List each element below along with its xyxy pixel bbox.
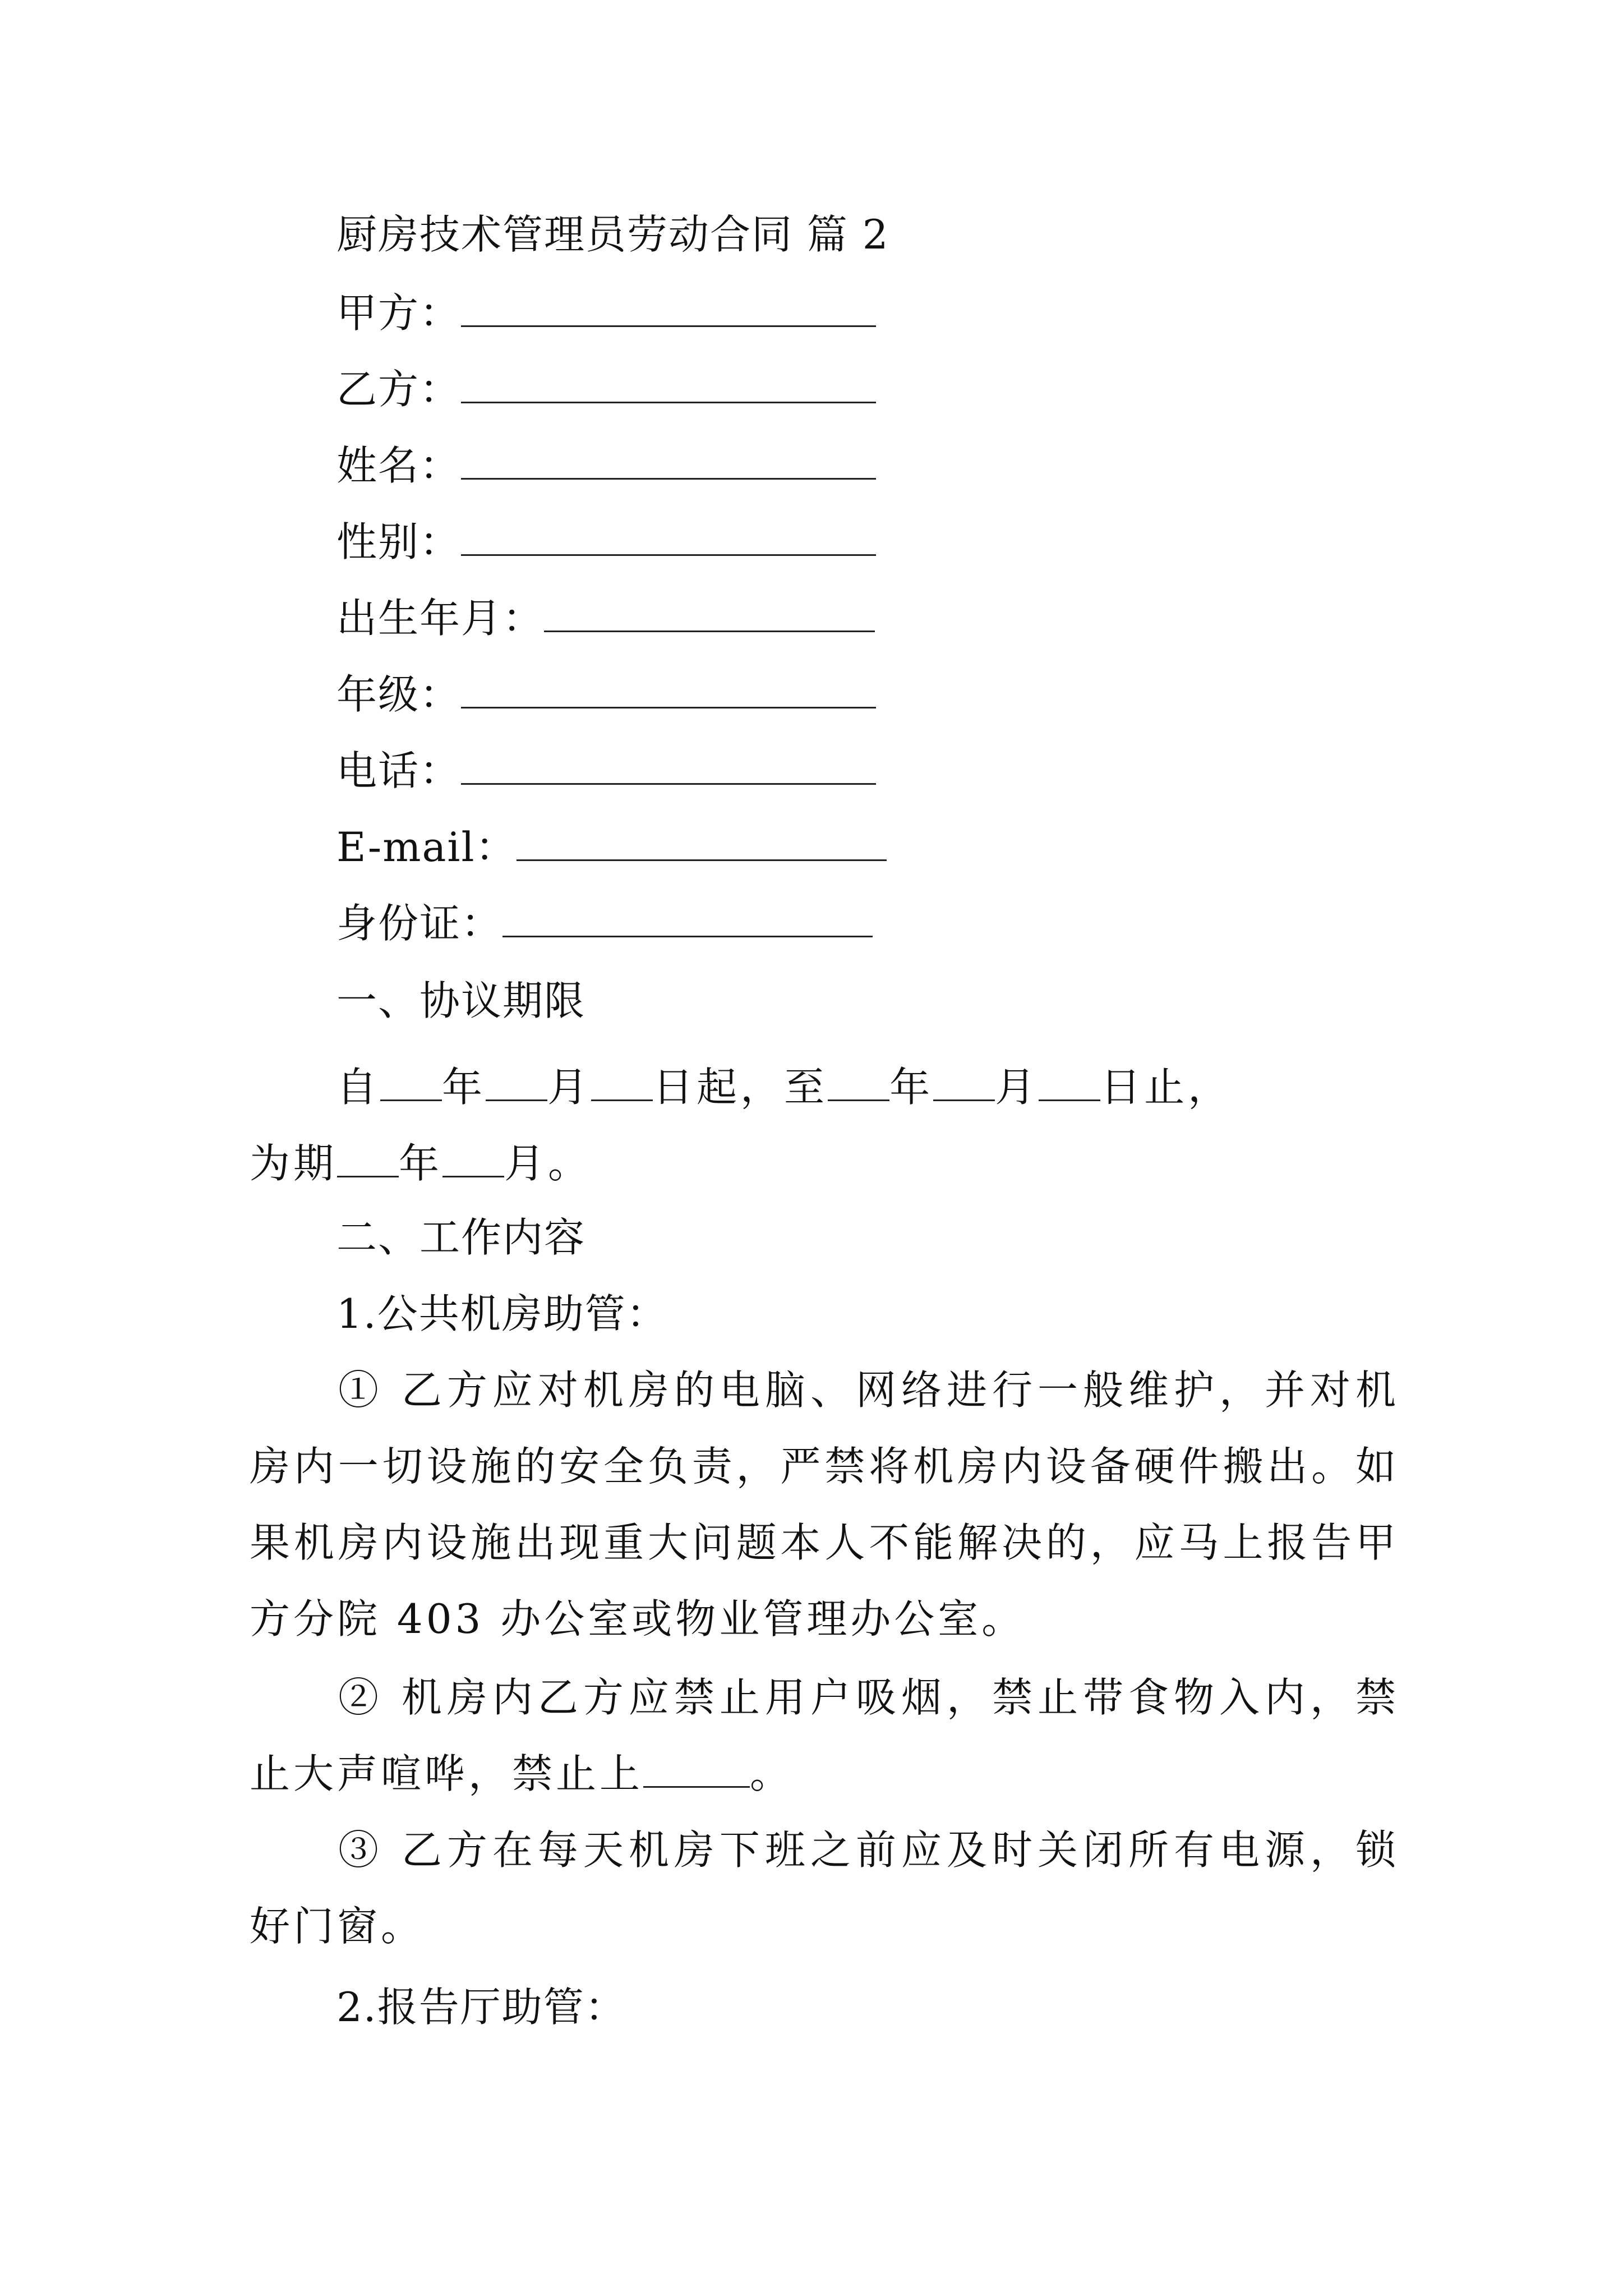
subsection2-heading: 2.报告厅助管： xyxy=(336,1984,626,2031)
field-label: E-mail： xyxy=(336,823,517,871)
item1-paragraph: ① 乙方应对机房的电脑、网络进行一般维护，并对机房内一切设施的安全负责，严禁将机房内设备硬件搬出。如果机房内设施出现重大问题本人不能解决的，应马上报告甲方分院 403 办公室或物业管理办公室。 xyxy=(250,1366,1399,1642)
field-grade xyxy=(336,672,876,717)
field-label: 性别： xyxy=(336,518,462,565)
section2-heading: 二、工作内容 xyxy=(336,1214,586,1261)
section1-heading: 一、协议期限 xyxy=(336,977,586,1024)
field-label: 出生年月： xyxy=(336,595,545,642)
field-blank xyxy=(544,599,875,632)
field-label: 乙方： xyxy=(336,366,462,413)
field-blank xyxy=(461,675,876,708)
item3-paragraph: ③ 乙方在每天机房下班之前应及时关闭所有电源，锁好门窗。 xyxy=(250,1826,1399,1950)
field-label: 甲方： xyxy=(336,289,462,337)
field-id xyxy=(336,901,873,946)
item2-paragraph: ② 机房内乙方应禁止用户吸烟，禁止带食物入内，禁止大声喧哗，禁止上 。 xyxy=(250,1674,1399,1797)
field-party-b xyxy=(336,367,876,412)
field-label: 年级： xyxy=(336,671,462,718)
field-label: 身份证： xyxy=(336,900,503,947)
subsection1-heading: 1.公共机房助管： xyxy=(336,1290,668,1337)
term-paragraph: 自 年 月 日起，至 年 月 日止， 为期 年 月。 xyxy=(250,1064,1232,1187)
field-phone xyxy=(336,748,876,793)
field-blank xyxy=(502,904,873,937)
field-party-a xyxy=(336,291,876,335)
field-blank xyxy=(461,752,876,785)
field-blank xyxy=(461,294,876,327)
field-blank xyxy=(461,447,876,480)
field-label: 姓名： xyxy=(336,442,462,489)
document-title: 厨房技术管理员劳动合同 篇 2 xyxy=(336,211,889,258)
field-label: 电话： xyxy=(336,747,462,794)
field-gender xyxy=(336,519,876,564)
field-blank xyxy=(517,828,887,861)
field-birth xyxy=(336,596,875,641)
field-email xyxy=(336,825,887,869)
field-name xyxy=(336,443,876,488)
field-blank xyxy=(461,370,876,403)
field-blank xyxy=(461,523,876,556)
